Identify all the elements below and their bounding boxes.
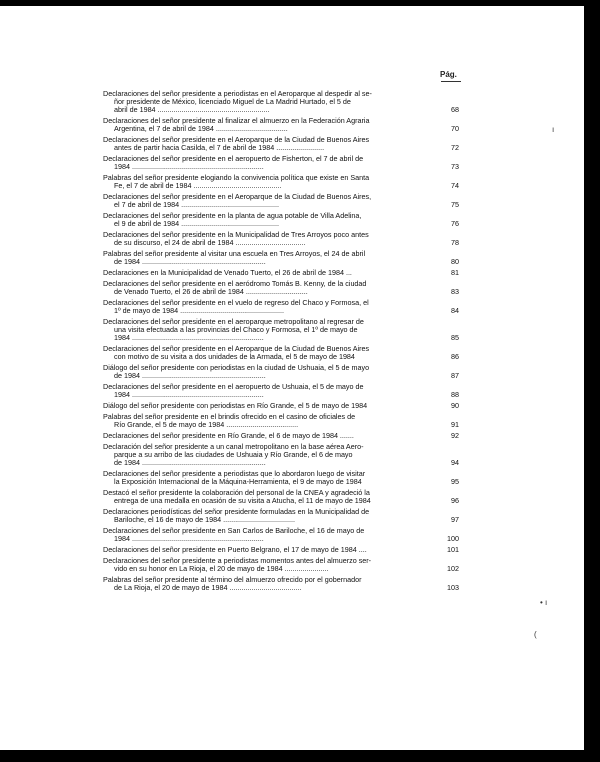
toc-entry	[103, 136, 459, 152]
toc-entry-page: 74	[451, 181, 459, 190]
toc-entry-title: Destacó el señor presidente la colaboración del personal de la CNEA y agradeció la entrega de una medalla en ocasión de su visita a Atucha, el 11 de mayo de 1984	[103, 488, 371, 505]
toc-entry-page: 96	[451, 496, 459, 505]
toc-entry-title: Palabras del señor presidente al término del almuerzo ofrecido por el gobernador de La Rioja, el 20 de mayo de 1984 ....................................	[103, 575, 362, 592]
toc-entry-page: 97	[451, 515, 459, 524]
toc-entry-title: Declaraciones del señor presidente en el Aeroparque de la Ciudad de Buenos Aires, el 7 de abril de 1984 .................................................	[103, 192, 372, 209]
toc-entry	[103, 90, 459, 114]
toc-entry-page: 92	[451, 431, 459, 440]
toc-entry-title: Declaraciones en la Municipalidad de Venado Tuerto, el 26 de abril de 1984 ...	[103, 268, 352, 277]
toc-entry	[103, 432, 459, 440]
toc-entry	[103, 212, 459, 228]
toc-entry-title: Palabras del señor presidente elogiando la convivencia política que existe en Santa Fe, el 7 de abril de 1984 ............................................	[103, 173, 370, 190]
toc-entry	[103, 345, 459, 361]
toc-entry-page: 73	[451, 162, 459, 171]
toc-entry-title: Declaraciones del señor presidente a periodistas en el Aeroparque al despedir al se- ñor presidente de México, licenciado Miguel de La Madrid Hurtado, el 5 de abril de 1984 ........................................................	[103, 89, 372, 114]
toc-entry-title: Declaración del señor presidente a un canal metropolitano en la base aérea Aero- parque a su arribo de las ciudades de Ushuaia y Río Grande, el 6 de mayo de 1984 ..............................................................	[103, 442, 364, 467]
toc-entry	[103, 413, 459, 429]
toc-entry-title: Diálogo del señor presidente con periodistas en la ciudad de Ushuaia, el 5 de mayo de 1984 ..............................................................	[103, 363, 370, 380]
toc-entry	[103, 231, 459, 247]
toc-entry	[103, 299, 459, 315]
toc-entry	[103, 508, 459, 524]
toc-entry-page: 80	[451, 257, 459, 266]
toc-entry-title: Declaraciones del señor presidente en el aeropuerto de Ushuaia, el 5 de mayo de 1984 ..................................................................	[103, 382, 364, 399]
toc-entry-page: 103	[447, 583, 459, 592]
toc-entry-page: 81	[451, 268, 459, 277]
toc-entry-title: Palabras del señor presidente en el brindis ofrecido en el casino de oficiales de Río Grande, el 5 de mayo de 1984 ....................................	[103, 412, 356, 429]
toc-entry-title: Declaraciones del señor presidente a periodistas momentos antes del almuerzo ser- vido en su honor en La Rioja, el 20 de mayo de 1984 ......................	[103, 556, 372, 573]
toc-entry-title: Declaraciones del señor presidente en la planta de agua potable de Villa Adelina, el 9 de abril de 1984 .................................................	[103, 211, 362, 228]
table-of-contents	[103, 90, 459, 595]
toc-entry	[103, 527, 459, 543]
toc-entry	[103, 269, 459, 277]
toc-entry-page: 72	[451, 143, 459, 152]
toc-entry	[103, 174, 459, 190]
toc-entry-page: 84	[451, 306, 459, 315]
margin-mark: • ı	[540, 598, 548, 607]
toc-entry	[103, 318, 459, 342]
toc-entry-page: 83	[451, 287, 459, 296]
toc-entry	[103, 546, 459, 554]
toc-entry-title: Declaraciones del señor presidente en el Aeroparque de la Ciudad de Buenos Aires con motivo de su visita a dos unidades de la Armada, el 5 de mayo de 1984	[103, 344, 370, 361]
toc-entry-page: 70	[451, 124, 459, 133]
toc-entry	[103, 557, 459, 573]
toc-entry	[103, 383, 459, 399]
toc-entry	[103, 193, 459, 209]
toc-entry	[103, 155, 459, 171]
toc-entry	[103, 443, 459, 467]
toc-entry-page: 95	[451, 477, 459, 486]
page-column-underline	[441, 81, 461, 82]
toc-entry-page: 87	[451, 371, 459, 380]
toc-entry-title: Declaraciones del señor presidente en Río Grande, el 6 de mayo de 1984 .......	[103, 431, 354, 440]
toc-entry	[103, 364, 459, 380]
toc-entry-page: 68	[451, 105, 459, 114]
toc-entry-title: Declaraciones del señor presidente en el Aeroparque de la Ciudad de Buenos Aires antes de partir hacia Casilda, el 7 de abril de 1984 ........................	[103, 135, 370, 152]
toc-entry	[103, 576, 459, 592]
toc-entry-title: Diálogo del señor presidente con periodistas en Río Grande, el 5 de mayo de 1984	[103, 401, 368, 410]
page-column-header: Pág.	[440, 70, 457, 79]
scan-border-bottom	[0, 750, 600, 762]
toc-entry-title: Declaraciones del señor presidente en Puerto Belgrano, el 17 de mayo de 1984 ....	[103, 545, 367, 554]
toc-entry	[103, 470, 459, 486]
toc-entry	[103, 280, 459, 296]
toc-entry-title: Declaraciones periodísticas del señor presidente formuladas en la Municipalidad de Bariloche, el 16 de mayo de 1984 ....................................	[103, 507, 370, 524]
toc-entry-page: 88	[451, 390, 459, 399]
toc-entry-title: Declaraciones del señor presidente al finalizar el almuerzo en la Federación Agraria Argentina, el 7 de abril de 1984 ....................................	[103, 116, 370, 133]
toc-entry-page: 101	[447, 545, 459, 554]
toc-entry	[103, 402, 459, 410]
toc-entry-page: 90	[451, 401, 459, 410]
toc-entry	[103, 117, 459, 133]
toc-entry-page: 102	[447, 564, 459, 573]
toc-entry-page: 85	[451, 333, 459, 342]
toc-entry-page: 94	[451, 458, 459, 467]
toc-entry-page: 91	[451, 420, 459, 429]
scan-border-top	[0, 0, 600, 6]
margin-mark: ı	[552, 125, 555, 134]
toc-entry-page: 100	[447, 534, 459, 543]
toc-entry-title: Declaraciones del señor presidente en San Carlos de Bariloche, el 16 de mayo de 1984 ..................................................................	[103, 526, 365, 543]
toc-entry-page: 76	[451, 219, 459, 228]
toc-entry-title: Declaraciones del señor presidente en el vuelo de regreso del Chaco y Formosa, el 1º de mayo de 1984 ....................................................	[103, 298, 369, 315]
toc-entry-title: Palabras del señor presidente al visitar una escuela en Tres Arroyos, el 24 de abril de 1984 ..............................................................	[103, 249, 366, 266]
toc-entry-page: 75	[451, 200, 459, 209]
toc-entry-title: Declaraciones del señor presidente en el aeropuerto de Fisherton, el 7 de abril de 1984 ..................................................................	[103, 154, 364, 171]
toc-entry-page: 86	[451, 352, 459, 361]
toc-entry-title: Declaraciones del señor presidente en la Municipalidad de Tres Arroyos poco antes de su discurso, el 24 de abril de 1984 ...................................	[103, 230, 369, 247]
toc-entry	[103, 250, 459, 266]
toc-entry-title: Declaraciones del señor presidente a periodistas que lo abordaron luego de visitar la Exposición Internacional de la Máquina-Herramienta, el 9 de mayo de 1984	[103, 469, 366, 486]
toc-entry-title: Declaraciones del señor presidente en el aeroparque metropolitano al regresar de una visita efectuada a las provincias del Chaco y Formosa, el 1º de mayo de 1984 ..................................................................	[103, 317, 364, 342]
margin-mark: (	[534, 630, 537, 639]
scan-border-right	[584, 0, 600, 762]
toc-entry	[103, 489, 459, 505]
toc-entry-page: 78	[451, 238, 459, 247]
toc-entry-title: Declaraciones del señor presidente en el aeródromo Tomás B. Kenny, de la ciudad de Venado Tuerto, el 26 de abril de 1984 ...............................	[103, 279, 367, 296]
